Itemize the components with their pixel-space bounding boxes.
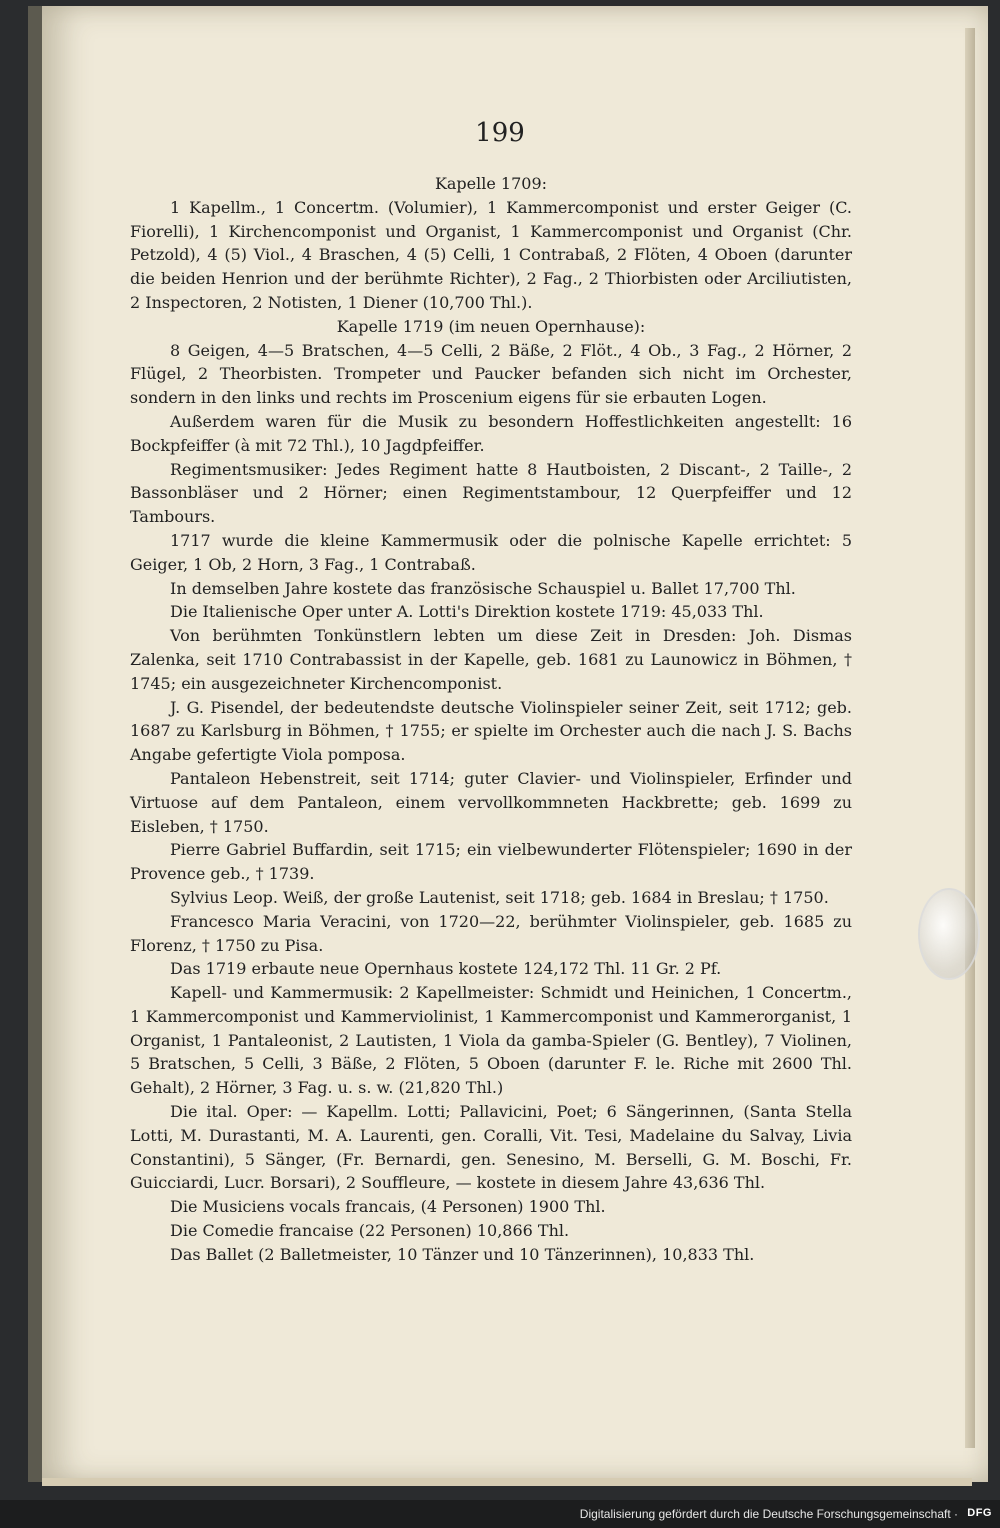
paragraph: Von berühmten Tonkünstlern lebten um diese Zeit in Dresden: Joh. Dismas Zalenka, seit 1710 Contrabassist in der Kapelle, geb. 1681 zu Launowicz in Böhmen, † 1745; ein ausgezeichneter Kirchencomponist. [130,626,852,693]
paragraph: Die Musiciens vocals francais, (4 Personen) 1900 Thl. [170,1197,606,1217]
dfg-logo: DFG [967,1507,992,1519]
paragraph: Die Italienische Oper unter A. Lotti's Direktion kostete 1719: 45,033 Thl. [170,602,764,622]
paragraph: Das 1719 erbaute neue Opernhaus kostete 124,172 Thl. 11 Gr. 2 Pf. [170,959,722,979]
paragraph: In demselben Jahre kostete das französische Schauspiel u. Ballet 17,700 Thl. [170,578,796,598]
paragraph: Pantaleon Hebenstreit, seit 1714; guter Clavier- und Violinspieler, Erfinder und Virtuose auf dem Pantaleon, einem vervollkommneten Hackbrette; geb. 1699 zu Eisleben, † 1750. [130,768,852,836]
paragraph: Die Comedie francaise (22 Personen) 10,866 Thl. [170,1221,570,1241]
section-heading: Kapelle 1709: [434,174,548,193]
paragraph: Kapell- und Kammermusik: 2 Kapellmeister: Schmidt und Heinichen, 1 Concertm., 1 Kammercomponist und Kammerviolinist, 1 Kammercomponist und Kammerorganist, 1 Organist, 1 Pantaleonist, 2 Lautisten, 1 Viola da gamba-Spieler (G. Bentley), 7 Violinen, 5 Bratschen, 5 Celli, 3 Bäße, 2 Flöten, 5 Oboen (darunter F. le. Riche mit 2600 Thl. Gehalt), 2 Hörner, 3 Fag. u. s. w. (21,820 Thl.) [130,983,852,1098]
page-bottom-edge [42,1478,972,1486]
section-heading: Kapelle 1719 (im neuen Opernhause): [336,316,646,336]
paragraph: 1 Kapellm., 1 Concertm. (Volumier), 1 Kammercomponist und erster Geiger (C. Fiorelli), 1 Kirchencomponist und Organist, 1 Kammercomponist und Organist (Chr. Petzold), 4 (5) Viol., 4 Braschen, 4 (5) Celli, 1 Contrabaß, 2 Flöten, 4 Oboen (darunter die beiden Henrion und der berühmte Richter), 2 Fag., 2 Thiorbisten oder Arciliutisten, 2 Inspectoren, 2 Notisten, 1 Diener (10,700 Thl.). [130,197,852,312]
paragraph: Francesco Maria Veracini, von 1720—22, berühmter Violinspieler, geb. 1685 zu Florenz, † 1750 zu Pisa. [130,911,852,955]
paragraph: J. G. Pisendel, der bedeutendste deutsche Violinspieler seiner Zeit, seit 1712; geb. 1687 zu Karlsburg in Böhmen, † 1755; er spielte im Orchester auch die nach J. S. Bachs Angabe gefertigte Viola pomposa. [130,697,852,765]
page-text [130,172,852,1267]
paragraph: Außerdem waren für die Musik zu besondern Hoffestlichkeiten angestellt: 16 Bockpfeiffer (à mit 72 Thl.), 10 Jagdpfeiffer. [130,411,852,455]
paragraph: Pierre Gabriel Buffardin, seit 1715; ein vielbewunderter Flötenspieler; 1690 in der Provence geb., † 1739. [130,840,852,884]
paragraph: Das Ballet (2 Balletmeister, 10 Tänzer und 10 Tänzerinnen), 10,833 Thl. [170,1244,755,1264]
page-edge [965,28,975,1448]
paragraph: Regimentsmusiker: Jedes Regiment hatte 8 Hautboisten, 2 Discant-, 2 Taille-, 2 Bassonbläser und 2 Hörner; einen Regimentstambour, 12 Querpfeiffer und 12 Tambours. [130,459,852,527]
page-number: 199 [475,118,525,148]
magnifier-icon[interactable] [918,888,980,980]
footer-credit: Digitalisierung gefördert durch die Deutsche Forschungsgemeinschaft · [579,1507,958,1521]
paragraph: Die ital. Oper: — Kapellm. Lotti; Pallavicini, Poet; 6 Sängerinnen, (Santa Stella Lotti, M. Durastanti, M. A. Laurenti, gen. Coralli, Vit. Tesi, Madelaine du Salvay, Livia Constantini), 5 Sänger, (Fr. Bernardi, gen. Senesino, M. Berselli, G. M. Boschi, Fr. Guicciardi, Lucr. Borsari), 2 Souffleure, — kostete in diesem Jahre 43,636 Thl. [130,1102,852,1193]
paragraph: 1717 wurde die kleine Kammermusik oder die polnische Kapelle errichtet: 5 Geiger, 1 Ob, 2 Horn, 3 Fag., 1 Contrabaß. [130,530,852,574]
paragraph: Sylvius Leop. Weiß, der große Lautenist, seit 1718; geb. 1684 in Breslau; † 1750. [170,887,829,907]
paragraph: 8 Geigen, 4—5 Bratschen, 4—5 Celli, 2 Bäße, 2 Flöt., 4 Ob., 3 Fag., 2 Hörner, 2 Flügel, 2 Theorbisten. Trompeter und Paucker befanden sich nicht im Orchester, sondern in den links und rechts im Proscenium eigens für sie erbauten Logen. [130,340,852,408]
footer-bar [0,1500,1000,1528]
